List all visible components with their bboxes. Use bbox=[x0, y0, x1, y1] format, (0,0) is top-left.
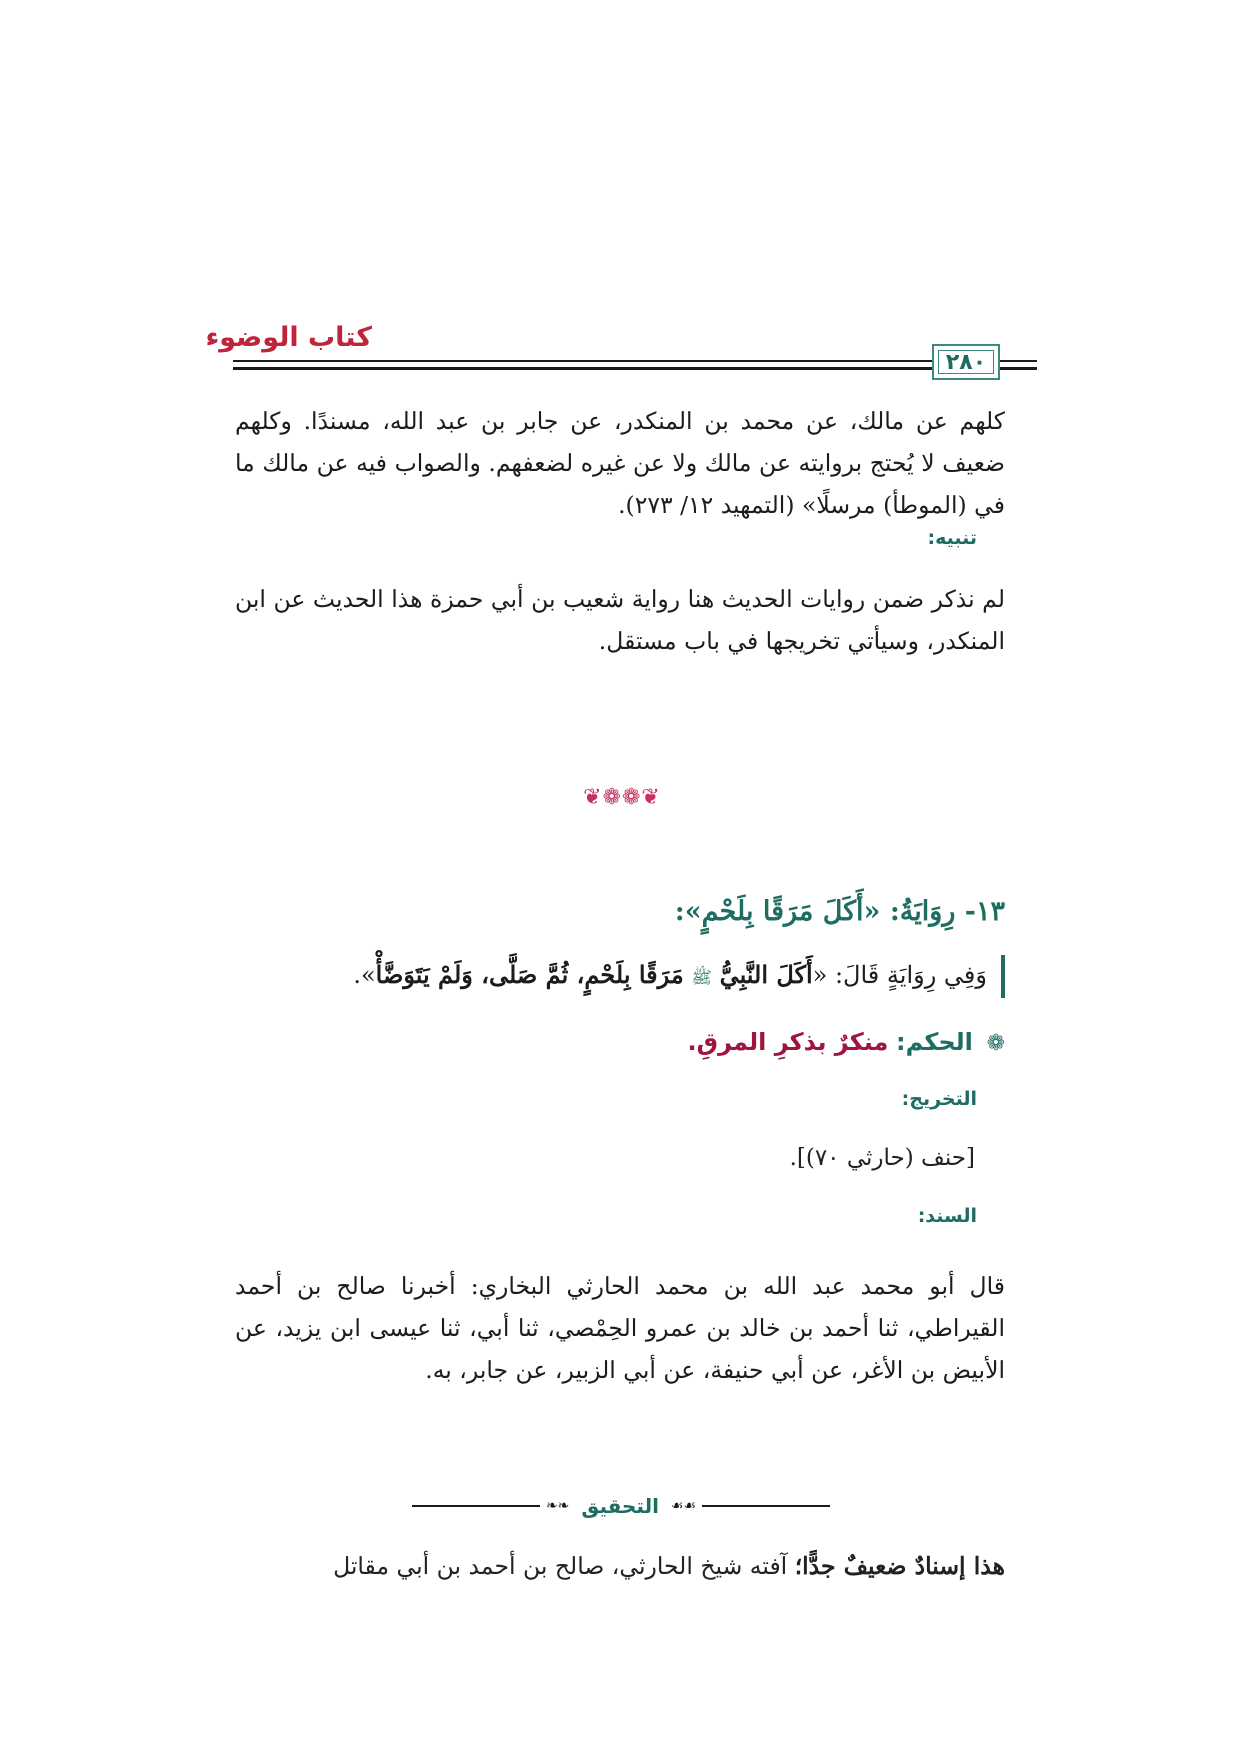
sanad-label: السند: bbox=[917, 1205, 977, 1227]
section-ornament-icon: ❦❁❁❦ bbox=[583, 785, 661, 810]
riwaya-bold-1: أَكَلَ النَّبِيُّ bbox=[719, 960, 813, 989]
tahqiq-bold: هذا إسنادٌ ضعيفٌ جدًّا؛ bbox=[794, 1552, 1005, 1580]
tahqiq-rest: آفته شيخ الحارثي، صالح بن أحمد بن أبي مقاتل bbox=[333, 1552, 795, 1580]
tanbih-label: تنبيه: bbox=[927, 527, 977, 549]
tahqiq-label: التحقيق bbox=[581, 1494, 659, 1518]
salawat-icon: ﷺ bbox=[691, 968, 712, 988]
tahqiq-text bbox=[235, 1545, 1005, 1587]
header-rule-top bbox=[233, 360, 1037, 362]
divider-ornament-icon: ☙☙ bbox=[670, 1498, 697, 1514]
section-title: ١٣- رِوَايَةُ: «أَكَلَ مَرَقًا بِلَحْمٍ»: bbox=[674, 896, 1005, 927]
takhrij-text: [حنف (حارثي ٧٠)]. bbox=[789, 1145, 975, 1171]
page-number-badge bbox=[932, 344, 1000, 380]
hukm-label: الحكم: bbox=[896, 1028, 973, 1056]
riwaya-intro: وَفِي رِوَايَةٍ قَالَ: « bbox=[812, 961, 987, 989]
divider-line-left bbox=[412, 1505, 540, 1507]
paragraph-2: لم نذكر ضمن روايات الحديث هنا رواية شعيب بن أبي حمزة هذا الحديث عن ابن المنكدر، وسيأتي تخريجها في باب مستقل. bbox=[235, 585, 1005, 655]
sanad-text: قال أبو محمد عبد الله بن محمد الحارثي البخاري: أخبرنا صالح بن أحمد القيراطي، ثنا أحمد بن خالد بن عمرو الحِمْصي، ثنا أبي، ثنا عيسى ابن يزيد، عن الأبيض بن الأغر، عن أبي حنيفة، عن أبي الزبير، عن جابر، به. bbox=[235, 1272, 1005, 1384]
riwaya-outro: ». bbox=[353, 961, 376, 989]
header-rule-bottom bbox=[233, 367, 1037, 370]
page-number: ٢٨٠ bbox=[945, 349, 987, 375]
divider-line-right bbox=[702, 1505, 830, 1507]
divider-ornament-icon: ❧❧ bbox=[545, 1498, 570, 1514]
paragraph-1: كلهم عن مالك، عن محمد بن المنكدر، عن جابر بن عبد الله، مسندًا. وكلهم ضعيف لا يُحتج بروايته عن مالك ولا عن غيره لضعفهم. والصواب فيه عن مالك ما في (الموطأ) مرسلًا» (التمهيد ١٢/ ٢٧٣). bbox=[235, 407, 1005, 519]
hukm-line bbox=[688, 1028, 1006, 1056]
riwaya-text bbox=[235, 955, 1005, 998]
tahqiq-divider bbox=[412, 1492, 830, 1520]
flower-icon: ❁ bbox=[986, 1031, 1005, 1056]
riwaya-bold-2: مَرَقًا بِلَحْمٍ، ثُمَّ صَلَّى، وَلَمْ يَتَوَضَّأْ bbox=[375, 960, 684, 989]
hukm-value: منكرٌ بذكرِ المرقِ. bbox=[687, 1028, 889, 1056]
book-title: كتاب الوضوء bbox=[205, 322, 372, 353]
takhrij-label: التخريج: bbox=[901, 1088, 977, 1110]
